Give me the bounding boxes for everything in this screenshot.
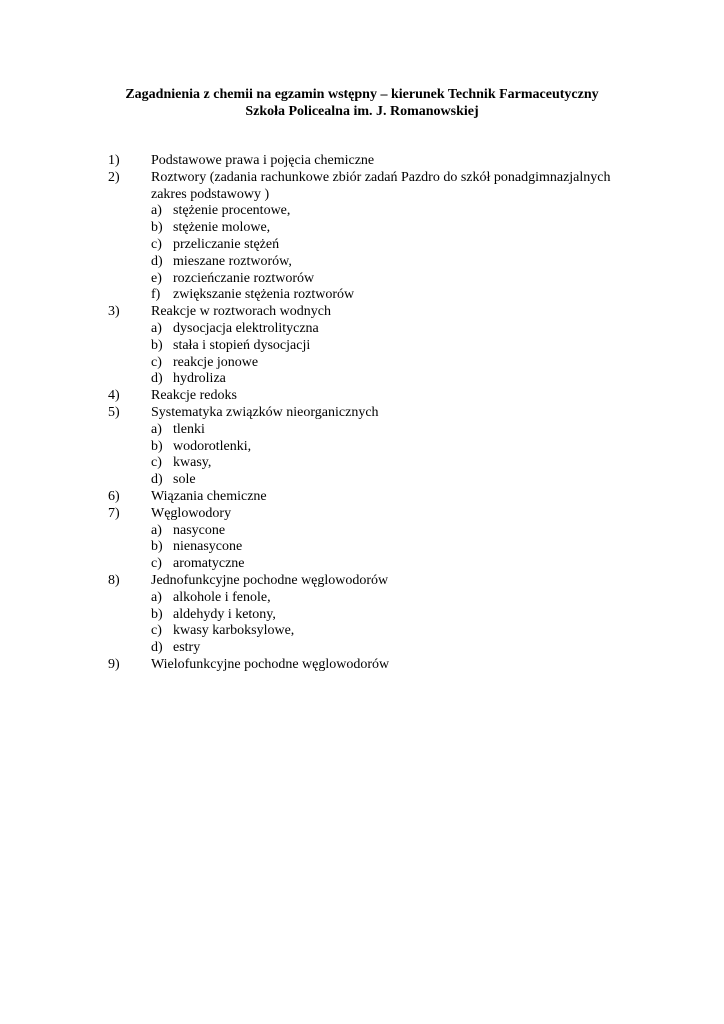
topic-text: Węglowodory bbox=[151, 505, 232, 521]
subtopic-item bbox=[0, 355, 724, 372]
subtopic-text: aldehydy i ketony, bbox=[173, 606, 276, 622]
subtopic-item bbox=[0, 237, 724, 254]
topic-number: 2) bbox=[108, 169, 120, 185]
topic-number: 6) bbox=[108, 488, 120, 504]
subtopic-text: nasycone bbox=[173, 522, 226, 538]
subtopic-item bbox=[0, 338, 724, 355]
topic-row bbox=[0, 304, 724, 321]
subtopic-item bbox=[0, 590, 724, 607]
topic-row bbox=[0, 388, 724, 405]
topic-text: Jednofunkcyjne pochodne węglowodorów bbox=[151, 572, 389, 588]
subtopic-item bbox=[0, 640, 724, 657]
subtopic-text: rozcieńczanie roztworów bbox=[173, 270, 315, 286]
topic-text: Wielofunkcyjne pochodne węglowodorów bbox=[151, 656, 390, 672]
subtopic-letter: d) bbox=[151, 371, 163, 387]
subtopic-letter: f) bbox=[151, 287, 161, 303]
subtopic-letter: a) bbox=[151, 589, 162, 605]
subtopic-item bbox=[0, 220, 724, 237]
subtopic-item bbox=[0, 422, 724, 439]
document-title: Zagadnienia z chemii na egzamin wstępny – kierunek Technik Farmaceutyczny bbox=[125, 87, 599, 102]
topic-number: 9) bbox=[108, 656, 120, 672]
topic-list bbox=[0, 153, 724, 674]
subtopic-text: wodorotlenki, bbox=[173, 438, 252, 454]
subtopic-item bbox=[0, 439, 724, 456]
subtopic-item bbox=[0, 623, 724, 640]
topic-text-continuation-label: zakres podstawowy ) bbox=[151, 186, 270, 202]
subtopic-letter: a) bbox=[151, 203, 162, 219]
subtopic-letter: c) bbox=[151, 556, 162, 572]
subtopic-letter: a) bbox=[151, 320, 162, 336]
topic-number: 4) bbox=[108, 388, 120, 404]
subtopic-text: stężenie procentowe, bbox=[173, 203, 291, 219]
subtopic-text: kwasy, bbox=[173, 455, 212, 471]
subtopic-text: zwiększanie stężenia roztworów bbox=[173, 287, 355, 303]
subtopic-letter: b) bbox=[151, 220, 163, 236]
topic-text: Systematyka związków nieorganicznych bbox=[151, 404, 379, 420]
topic-row bbox=[0, 170, 724, 187]
subtopic-item bbox=[0, 472, 724, 489]
topic-row bbox=[0, 153, 724, 170]
subtopic-letter: b) bbox=[151, 539, 163, 555]
topic-item bbox=[0, 657, 724, 674]
subtopic-item bbox=[0, 254, 724, 271]
topic-number: 8) bbox=[108, 572, 120, 588]
subtopic-text: aromatyczne bbox=[173, 556, 245, 572]
subtopic-item bbox=[0, 203, 724, 220]
subtopic-letter: b) bbox=[151, 438, 163, 454]
subtopic-letter: c) bbox=[151, 623, 162, 639]
topic-number: 7) bbox=[108, 505, 120, 521]
subtopic-text: mieszane roztworów, bbox=[173, 253, 292, 269]
subtopic-letter: b) bbox=[151, 606, 163, 622]
subtopic-letter: a) bbox=[151, 522, 162, 538]
topic-row bbox=[0, 506, 724, 523]
topic-item bbox=[0, 388, 724, 405]
topic-row bbox=[0, 573, 724, 590]
subtopic-letter: d) bbox=[151, 253, 163, 269]
subtopic-text: sole bbox=[173, 472, 196, 488]
subtopic-item bbox=[0, 271, 724, 288]
subtopic-item bbox=[0, 371, 724, 388]
school-name: Szkoła Policealna im. J. Romanowskiej bbox=[245, 104, 479, 119]
subtopic-letter: d) bbox=[151, 472, 163, 488]
topic-item bbox=[0, 489, 724, 506]
topic-item bbox=[0, 506, 724, 573]
topic-text: Podstawowe prawa i pojęcia chemiczne bbox=[151, 153, 375, 168]
topic-number: 3) bbox=[108, 304, 120, 320]
subtopic-text: kwasy karboksylowe, bbox=[173, 623, 295, 639]
subtopic-letter: c) bbox=[151, 236, 162, 252]
subtopic-text: dysocjacja elektrolityczna bbox=[173, 320, 319, 336]
topic-item bbox=[0, 304, 724, 388]
subtopic-letter: d) bbox=[151, 640, 163, 656]
topic-item bbox=[0, 573, 724, 657]
topic-number: 5) bbox=[108, 404, 120, 420]
topic-text-continuation bbox=[0, 187, 724, 204]
subtopic-letter: e) bbox=[151, 270, 162, 286]
subtopic-letter: c) bbox=[151, 354, 162, 370]
topic-text: Reakcje w roztworach wodnych bbox=[151, 304, 331, 320]
subtopic-item bbox=[0, 455, 724, 472]
subtopic-item bbox=[0, 287, 724, 304]
subtopic-text: alkohole i fenole, bbox=[173, 589, 271, 605]
topic-row bbox=[0, 405, 724, 422]
subtopic-text: stała i stopień dysocjacji bbox=[173, 337, 311, 353]
topic-text: Reakcje redoks bbox=[151, 388, 237, 404]
topic-number: 1) bbox=[108, 153, 120, 168]
subtopic-letter: a) bbox=[151, 421, 162, 437]
topic-row bbox=[0, 657, 724, 674]
topic-row bbox=[0, 489, 724, 506]
subtopic-text: przeliczanie stężeń bbox=[173, 236, 280, 252]
subtopic-text: reakcje jonowe bbox=[173, 354, 259, 370]
subtopic-text: nienasycone bbox=[173, 539, 243, 555]
subtopic-item bbox=[0, 607, 724, 624]
subtopic-item bbox=[0, 539, 724, 556]
subtopic-item bbox=[0, 321, 724, 338]
topic-item bbox=[0, 153, 724, 170]
subtopic-letter: c) bbox=[151, 455, 162, 471]
subtopic-text: stężenie molowe, bbox=[173, 220, 271, 236]
subtopic-text: hydroliza bbox=[173, 371, 226, 387]
topic-item bbox=[0, 170, 724, 304]
subtopic-letter: b) bbox=[151, 337, 163, 353]
subtopic-item bbox=[0, 523, 724, 540]
topic-text: Wiązania chemiczne bbox=[151, 488, 267, 504]
topic-text: Roztwory (zadania rachunkowe zbiór zadań Pazdro do szkół ponadgimnazjalnych bbox=[151, 169, 611, 185]
subtopic-text: tlenki bbox=[173, 421, 205, 437]
subtopic-item bbox=[0, 556, 724, 573]
topic-item bbox=[0, 405, 724, 489]
subtopic-text: estry bbox=[173, 640, 201, 656]
